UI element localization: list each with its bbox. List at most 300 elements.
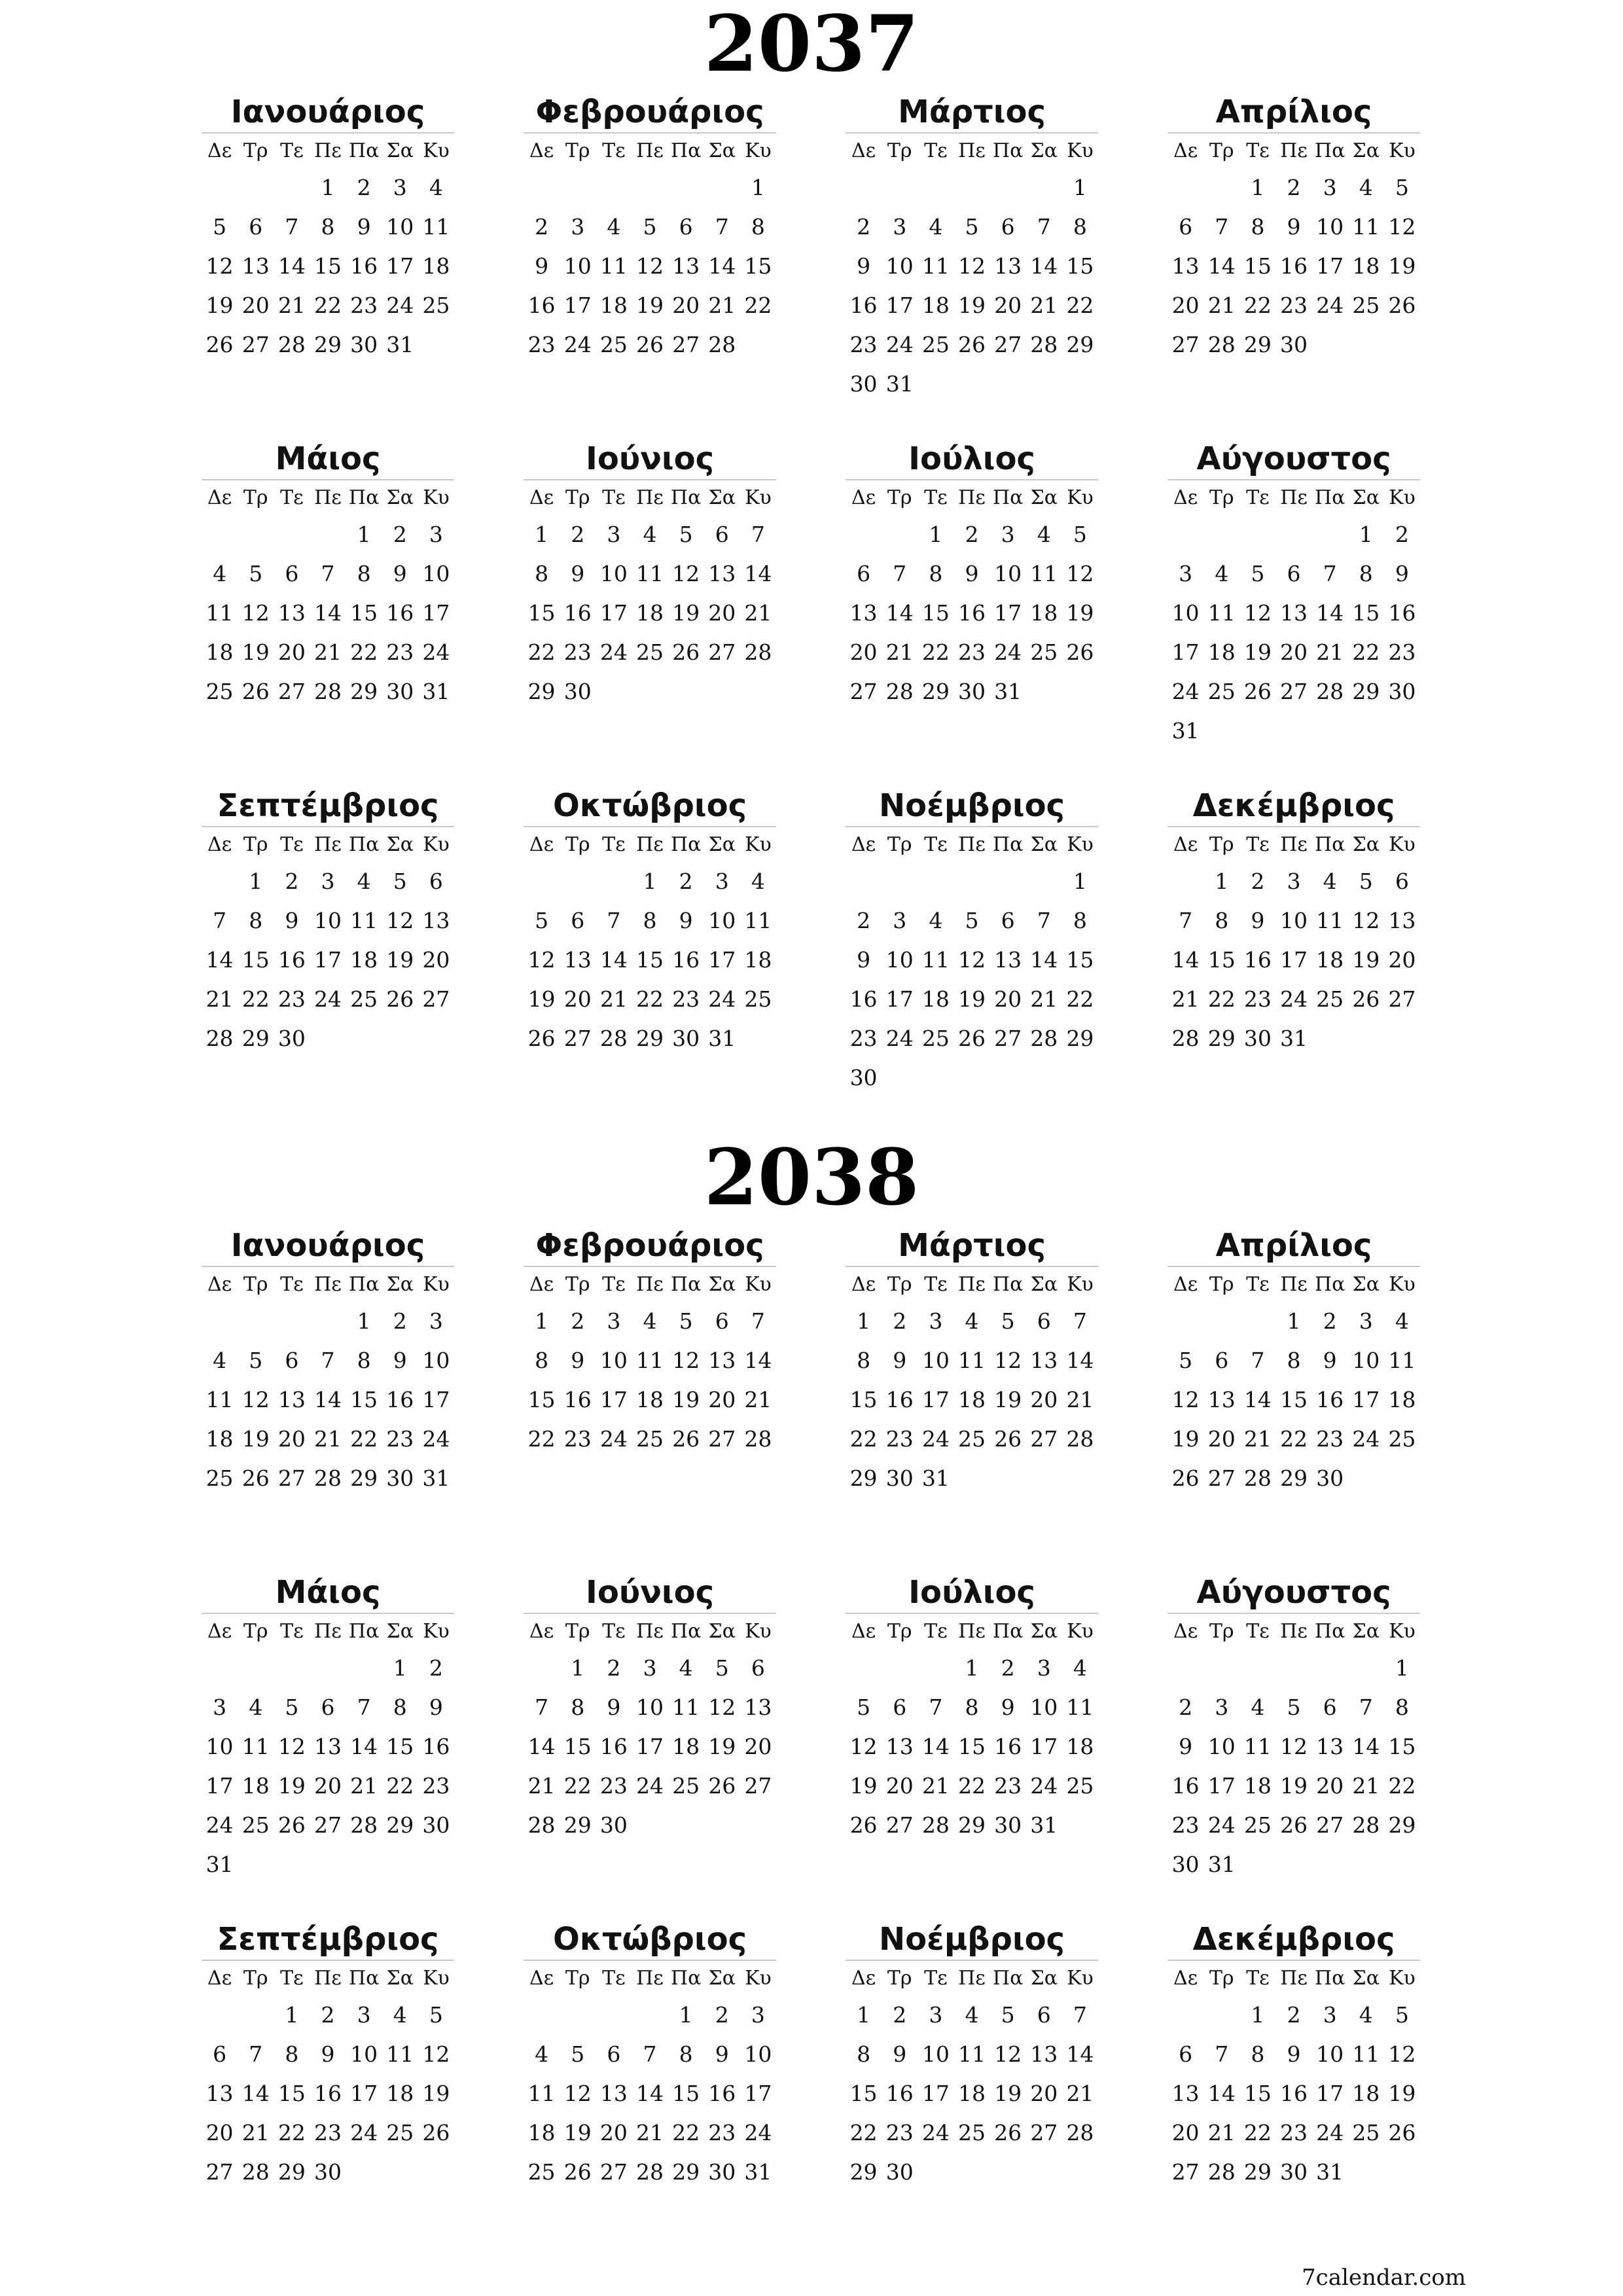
day-cell: 4	[357, 868, 371, 894]
day-cell: 29	[527, 678, 556, 704]
day-cell: 1	[1073, 174, 1087, 200]
day-cell: 21	[205, 986, 234, 1012]
weekday-label: Κυ	[1067, 1966, 1094, 1990]
day-cell: 6	[1001, 907, 1015, 933]
day-cell: 9	[1287, 213, 1301, 240]
day-cell: 4	[1073, 1655, 1087, 1681]
day-cell: 25	[1030, 639, 1058, 665]
day-cell: 20	[744, 1733, 772, 1759]
day-cell: 8	[571, 1694, 585, 1720]
week-row	[1168, 207, 1420, 246]
weekday-label: Τρ	[887, 833, 912, 856]
day-cell: 8	[321, 213, 335, 240]
week-row	[202, 1805, 454, 1844]
day-cell: 23	[386, 1426, 414, 1452]
day-cell: 6	[1179, 213, 1193, 240]
day-cell: 29	[350, 678, 378, 704]
day-cell: 12	[849, 1733, 878, 1759]
month-name: Ιούνιος	[585, 440, 715, 477]
month-name: Σεπτέμβριος	[217, 1921, 439, 1958]
day-cell: 31	[422, 1465, 450, 1491]
day-cell: 12	[994, 2041, 1022, 2067]
day-cell: 23	[885, 1426, 914, 1452]
day-cell: 2	[571, 1308, 585, 1334]
day-cell: 18	[1352, 2080, 1380, 2106]
day-cell: 3	[607, 1308, 621, 1334]
week-row	[1168, 1380, 1420, 1419]
day-cell: 22	[1352, 639, 1380, 665]
day-cell: 26	[1243, 678, 1272, 704]
day-cell: 3	[213, 1694, 227, 1720]
day-cell: 3	[321, 868, 335, 894]
day-cell: 30	[1171, 1851, 1200, 1877]
week-row	[846, 2073, 1098, 2113]
day-cell: 7	[1251, 1347, 1265, 1373]
day-cell: 8	[1287, 1347, 1301, 1373]
weekday-label: Σα	[708, 139, 736, 162]
day-cell: 20	[563, 986, 592, 1012]
day-cell: 7	[1179, 907, 1193, 933]
week-row	[524, 632, 776, 672]
week-row	[1168, 1805, 1420, 1844]
year-title: 2038	[704, 1132, 919, 1223]
day-cell: 4	[679, 1655, 693, 1681]
day-cell: 2	[857, 907, 871, 933]
day-cell: 5	[1073, 521, 1087, 547]
day-cell: 18	[921, 986, 950, 1012]
day-cell: 15	[849, 1386, 878, 1412]
weekday-label: Πε	[636, 1966, 664, 1990]
weekday-label: Δε	[851, 1619, 876, 1643]
day-cell: 13	[994, 253, 1022, 279]
day-cell: 7	[1073, 2001, 1087, 2028]
day-cell: 27	[708, 1426, 736, 1452]
weekday-label: Κυ	[1389, 1272, 1416, 1296]
month-name: Απρίλιος	[1215, 1227, 1372, 1264]
day-cell: 9	[1001, 1694, 1015, 1720]
day-cell: 23	[708, 2119, 736, 2145]
day-cell: 18	[205, 639, 234, 665]
day-cell: 28	[1171, 1025, 1200, 1051]
day-cell: 1	[1251, 174, 1265, 200]
week-row	[202, 1419, 454, 1458]
day-cell: 30	[1316, 1465, 1344, 1491]
day-cell: 10	[1279, 907, 1308, 933]
day-cell: 11	[1066, 1694, 1094, 1720]
week-row	[202, 1458, 454, 1498]
day-cell: 24	[599, 1426, 628, 1452]
weekday-header	[202, 827, 454, 861]
day-cell: 21	[1352, 1772, 1380, 1799]
day-cell: 19	[422, 2080, 450, 2106]
day-cell: 6	[213, 2041, 227, 2067]
day-cell: 21	[1243, 1426, 1272, 1452]
day-cell: 11	[957, 1347, 986, 1373]
day-cell: 21	[1171, 986, 1200, 1012]
weekday-label: Σα	[1030, 1272, 1058, 1296]
day-cell: 22	[1066, 986, 1094, 1012]
week-row	[524, 672, 776, 711]
weekday-label: Τρ	[565, 1619, 590, 1643]
day-cell: 18	[744, 946, 772, 973]
month-name: Ιούλιος	[908, 1574, 1035, 1611]
weekday-label: Κυ	[1389, 1966, 1416, 1990]
month-name: Μάρτιος	[898, 1227, 1046, 1264]
day-cell: 3	[751, 2001, 765, 2028]
day-cell: 3	[1215, 1694, 1229, 1720]
day-cell: 28	[1207, 331, 1236, 357]
week-row	[524, 1766, 776, 1805]
day-cell: 13	[885, 1733, 914, 1759]
day-cell: 10	[635, 1694, 664, 1720]
day-cell: 5	[1395, 2001, 1409, 2028]
day-cell: 29	[563, 1812, 592, 1838]
day-cell: 21	[241, 2119, 270, 2145]
day-cell: 12	[241, 1386, 270, 1412]
day-cell: 30	[386, 678, 414, 704]
day-cell: 21	[921, 1772, 950, 1799]
day-cell: 18	[1207, 639, 1236, 665]
week-row	[202, 940, 454, 979]
day-cell: 17	[1030, 1733, 1058, 1759]
day-cell: 5	[1395, 174, 1409, 200]
day-cell: 20	[1388, 946, 1416, 973]
day-cell: 19	[957, 986, 986, 1012]
day-cell: 11	[635, 560, 664, 586]
month-block	[1168, 1225, 1420, 1498]
month-block	[202, 1225, 454, 1498]
month-block	[1168, 1919, 1420, 2191]
week-row	[1168, 1687, 1420, 1727]
day-cell: 29	[1279, 1465, 1308, 1491]
day-cell: 27	[277, 678, 306, 704]
week-row	[846, 979, 1098, 1018]
day-cell: 25	[241, 1812, 270, 1838]
day-cell: 15	[1388, 1733, 1416, 1759]
day-cell: 5	[965, 907, 979, 933]
day-cell: 20	[885, 1772, 914, 1799]
week-row	[202, 672, 454, 711]
weekday-label: Δε	[851, 486, 876, 509]
day-cell: 13	[1030, 1347, 1058, 1373]
day-cell: 18	[527, 2119, 556, 2145]
weekday-label: Δε	[1173, 486, 1198, 509]
day-cell: 13	[994, 946, 1022, 973]
day-cell: 24	[1207, 1812, 1236, 1838]
day-cell: 15	[527, 1386, 556, 1412]
day-cell: 31	[994, 678, 1022, 704]
day-cell: 27	[1388, 986, 1416, 1012]
month-block	[846, 785, 1098, 1097]
day-cell: 27	[1171, 331, 1200, 357]
week-row	[524, 1648, 776, 1687]
day-cell: 1	[1395, 1655, 1409, 1681]
day-cell: 19	[849, 1772, 878, 1799]
day-cell: 26	[994, 2119, 1022, 2145]
week-row	[202, 2152, 454, 2191]
day-cell: 29	[957, 1812, 986, 1838]
weekday-label: Πε	[958, 1272, 986, 1296]
day-cell: 28	[1066, 1426, 1094, 1452]
day-cell: 21	[527, 1772, 556, 1799]
day-cell: 25	[921, 1025, 950, 1051]
day-cell: 21	[1066, 2080, 1094, 2106]
day-cell: 25	[1352, 2119, 1380, 2145]
weekday-header	[846, 1961, 1098, 1995]
day-cell: 5	[285, 1694, 299, 1720]
day-cell: 10	[1171, 600, 1200, 626]
day-cell: 19	[635, 292, 664, 318]
day-cell: 1	[679, 2001, 693, 2028]
day-cell: 25	[1388, 1426, 1416, 1452]
day-cell: 1	[1251, 2001, 1265, 2028]
day-cell: 31	[386, 331, 414, 357]
day-cell: 11	[422, 213, 450, 240]
week-row	[524, 1018, 776, 1058]
weekday-label: Σα	[386, 1619, 414, 1643]
day-cell: 28	[1243, 1465, 1272, 1491]
week-row	[1168, 979, 1420, 1018]
day-cell: 30	[672, 1025, 700, 1051]
day-cell: 18	[599, 292, 628, 318]
day-cell: 28	[708, 331, 736, 357]
day-cell: 9	[1395, 560, 1409, 586]
weekday-header	[202, 480, 454, 514]
day-cell: 20	[1316, 1772, 1344, 1799]
day-cell: 12	[422, 2041, 450, 2067]
day-cell: 22	[957, 1772, 986, 1799]
weekday-header	[202, 134, 454, 168]
day-cell: 26	[957, 1025, 986, 1051]
day-cell: 21	[350, 1772, 378, 1799]
day-cell: 2	[715, 2001, 729, 2028]
day-cell: 13	[1316, 1733, 1344, 1759]
day-cell: 4	[965, 2001, 979, 2028]
weekday-label: Σα	[386, 1966, 414, 1990]
day-cell: 12	[527, 946, 556, 973]
day-cell: 20	[994, 986, 1022, 1012]
month-name: Φεβρουάριος	[535, 94, 764, 130]
day-cell: 27	[1171, 2159, 1200, 2185]
week-row	[524, 246, 776, 285]
weekday-label: Πε	[314, 486, 342, 509]
day-cell: 16	[563, 600, 592, 626]
weekday-label: Τρ	[565, 1272, 590, 1296]
day-cell: 1	[285, 2001, 299, 2028]
weekday-label: Κυ	[745, 486, 772, 509]
weekday-header	[524, 827, 776, 861]
day-cell: 13	[672, 253, 700, 279]
day-cell: 3	[929, 1308, 943, 1334]
day-cell: 22	[1243, 2119, 1272, 2145]
day-cell: 10	[599, 560, 628, 586]
day-cell: 25	[744, 986, 772, 1012]
day-cell: 29	[849, 2159, 878, 2185]
weekday-label: Τε	[924, 486, 948, 509]
day-cell: 24	[921, 2119, 950, 2145]
weekday-label: Κυ	[1389, 833, 1416, 856]
day-cell: 27	[885, 1812, 914, 1838]
weekday-label: Τε	[1246, 1966, 1270, 1990]
day-cell: 2	[1287, 2001, 1301, 2028]
day-cell: 1	[1287, 1308, 1301, 1334]
day-cell: 10	[599, 1347, 628, 1373]
month-block	[1168, 785, 1420, 1058]
day-cell: 2	[357, 174, 371, 200]
day-cell: 20	[1171, 292, 1200, 318]
day-cell: 27	[277, 1465, 306, 1491]
week-row	[202, 1301, 454, 1340]
day-cell: 20	[994, 292, 1022, 318]
weekday-header	[846, 134, 1098, 168]
week-row	[524, 1301, 776, 1340]
day-cell: 1	[1215, 868, 1229, 894]
day-cell: 14	[350, 1733, 378, 1759]
week-row	[846, 1687, 1098, 1727]
day-cell: 28	[1207, 2159, 1236, 2185]
day-cell: 16	[386, 1386, 414, 1412]
weekday-label: Δε	[207, 486, 232, 509]
week-row	[1168, 711, 1420, 750]
weekday-label: Πε	[636, 486, 664, 509]
day-cell: 21	[313, 639, 342, 665]
day-cell: 23	[885, 2119, 914, 2145]
day-cell: 26	[1279, 1812, 1308, 1838]
day-cell: 14	[744, 1347, 772, 1373]
day-cell: 12	[957, 253, 986, 279]
week-row	[202, 168, 454, 207]
day-cell: 8	[535, 560, 549, 586]
weekday-label: Δε	[851, 1966, 876, 1990]
day-cell: 6	[1179, 2041, 1193, 2067]
day-cell: 2	[429, 1655, 443, 1681]
day-cell: 3	[715, 868, 729, 894]
week-row	[1168, 554, 1420, 593]
day-cell: 23	[277, 986, 306, 1012]
week-row	[524, 2113, 776, 2152]
day-cell: 6	[571, 907, 585, 933]
month-block	[524, 1919, 776, 2191]
weekday-label: Πα	[348, 833, 380, 856]
day-cell: 9	[1287, 2041, 1301, 2067]
day-cell: 3	[643, 1655, 657, 1681]
day-cell: 15	[241, 946, 270, 973]
day-cell: 4	[1215, 560, 1229, 586]
day-cell: 20	[1171, 2119, 1200, 2145]
week-row	[524, 325, 776, 364]
weekday-label: Τε	[602, 1966, 626, 1990]
day-cell: 23	[849, 1025, 878, 1051]
day-cell: 20	[277, 639, 306, 665]
day-cell: 12	[708, 1694, 736, 1720]
day-cell: 15	[957, 1733, 986, 1759]
weekday-label: Τε	[280, 1619, 304, 1643]
day-cell: 19	[1243, 639, 1272, 665]
day-cell: 22	[527, 639, 556, 665]
day-cell: 17	[1207, 1772, 1236, 1799]
day-cell: 6	[1001, 213, 1015, 240]
day-cell: 18	[921, 292, 950, 318]
weekday-label: Τρ	[243, 833, 268, 856]
week-row	[846, 2152, 1098, 2191]
day-cell: 10	[921, 1347, 950, 1373]
day-cell: 24	[1316, 292, 1344, 318]
day-cell: 30	[1279, 2159, 1308, 2185]
day-cell: 3	[1323, 174, 1337, 200]
week-row	[524, 1687, 776, 1727]
week-row	[524, 1380, 776, 1419]
day-cell: 6	[893, 1694, 907, 1720]
day-cell: 7	[1037, 907, 1051, 933]
day-cell: 17	[921, 2080, 950, 2106]
day-cell: 9	[357, 213, 371, 240]
day-cell: 9	[1251, 907, 1265, 933]
day-cell: 26	[849, 1812, 878, 1838]
day-cell: 26	[563, 2159, 592, 2185]
day-cell: 19	[205, 292, 234, 318]
day-cell: 23	[1388, 639, 1416, 665]
day-cell: 24	[350, 2119, 378, 2145]
day-cell: 5	[249, 560, 263, 586]
weekday-label: Σα	[708, 1619, 736, 1643]
month-block	[524, 1572, 776, 1844]
day-cell: 18	[1352, 253, 1380, 279]
weekday-label: Σα	[708, 1272, 736, 1296]
weekday-label: Κυ	[1389, 486, 1416, 509]
day-cell: 14	[744, 560, 772, 586]
day-cell: 22	[1207, 986, 1236, 1012]
day-cell: 4	[751, 868, 765, 894]
weekday-label: Σα	[386, 486, 414, 509]
day-cell: 14	[635, 2080, 664, 2106]
day-cell: 16	[1388, 600, 1416, 626]
day-cell: 28	[350, 1812, 378, 1838]
weekday-label: Δε	[529, 1619, 554, 1643]
weekday-label: Δε	[851, 139, 876, 162]
day-cell: 22	[277, 2119, 306, 2145]
day-cell: 23	[849, 331, 878, 357]
day-cell: 11	[527, 2080, 556, 2106]
day-cell: 10	[205, 1733, 234, 1759]
day-cell: 15	[635, 946, 664, 973]
weekday-label: Τρ	[887, 1619, 912, 1643]
weekday-label: Τε	[602, 486, 626, 509]
weekday-label: Τε	[924, 1272, 948, 1296]
month-name: Οκτώβριος	[552, 787, 747, 824]
week-row	[1168, 325, 1420, 364]
week-row	[524, 1805, 776, 1844]
weekday-label: Πα	[1314, 1619, 1346, 1643]
day-cell: 12	[277, 1733, 306, 1759]
day-cell: 16	[849, 986, 878, 1012]
day-cell: 25	[527, 2159, 556, 2185]
day-cell: 11	[599, 253, 628, 279]
day-cell: 9	[965, 560, 979, 586]
day-cell: 17	[885, 292, 914, 318]
day-cell: 9	[285, 907, 299, 933]
week-row	[1168, 1995, 1420, 2034]
day-cell: 21	[708, 292, 736, 318]
day-cell: 29	[1066, 331, 1094, 357]
day-cell: 29	[350, 1465, 378, 1491]
day-cell: 29	[1352, 678, 1380, 704]
day-cell: 26	[672, 1426, 700, 1452]
month-block	[846, 1225, 1098, 1498]
day-cell: 11	[921, 253, 950, 279]
day-cell: 5	[1001, 1308, 1015, 1334]
day-cell: 22	[350, 639, 378, 665]
weekday-label: Πα	[992, 139, 1024, 162]
